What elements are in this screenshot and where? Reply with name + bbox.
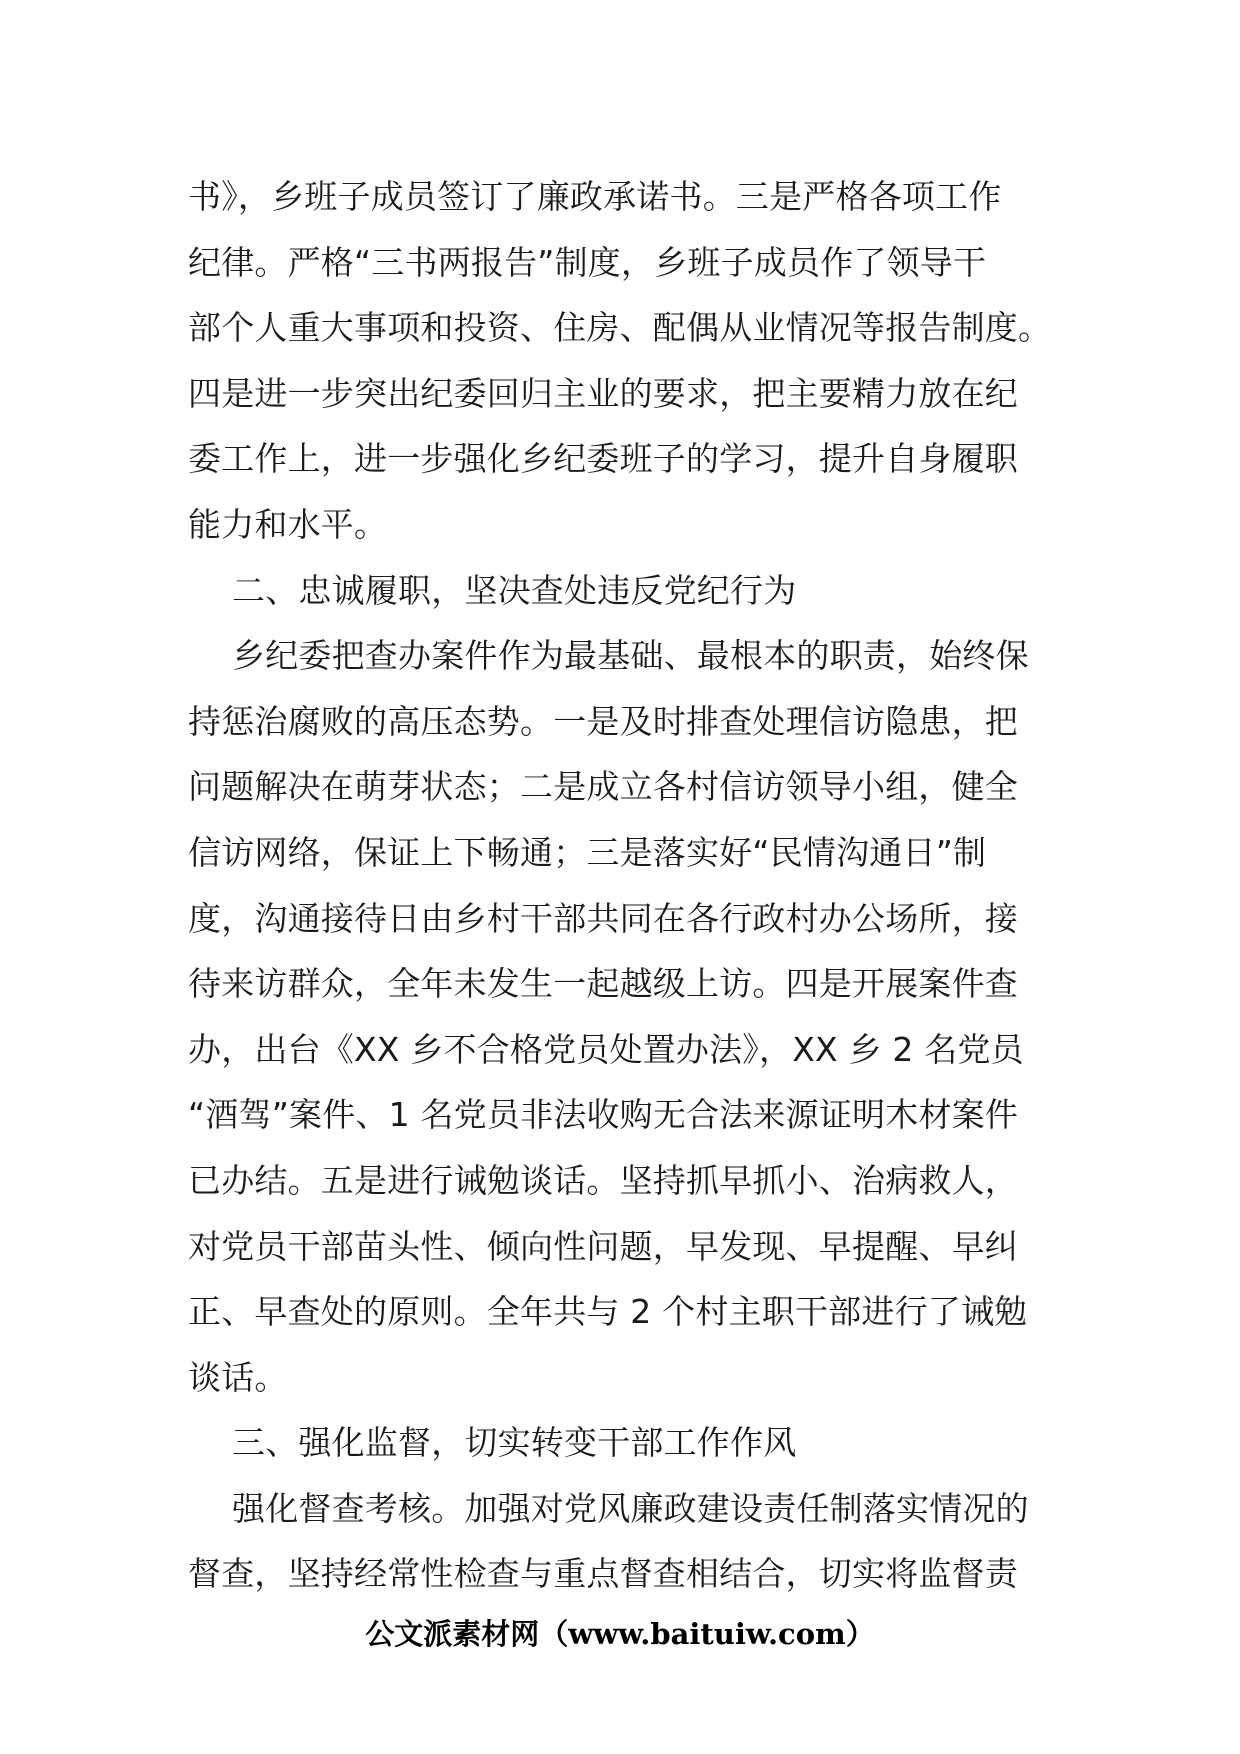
text-line: 已办结。五是进行诫勉谈话。坚持抓早抓小、治病救人，	[188, 1160, 1018, 1200]
text-line: 正、早查处的原则。全年共与 2 个村主职干部进行了诫勉	[188, 1292, 1028, 1332]
footer-watermark: 公文派素材网（www.baituiw.com）	[365, 1617, 875, 1651]
text-line: 待来访群众，全年未发生一起越级上访。四是开展案件查	[188, 964, 1018, 1004]
text-line: 信访网络，保证上下畅通；三是落实好“民情沟通日”制	[188, 832, 987, 872]
text-line: 部个人重大事项和投资、住房、配偶从业情况等报告制度。	[188, 308, 1052, 348]
text-line: 对党员干部苗头性、倾向性问题，早发现、早提醒、早纠	[188, 1226, 1018, 1266]
text-line: 持惩治腐败的高压态势。一是及时排查处理信访隐患，把	[188, 701, 1018, 741]
text-line: 度，沟通接待日由乡村干部共同在各行政村办公场所，接	[188, 898, 1018, 938]
text-line: 办，出台《XX 乡不合格党员处置办法》，XX 乡 2 名党员	[188, 1029, 1024, 1069]
text-line: 强化督查考核。加强对党风廉政建设责任制落实情况的	[232, 1488, 1029, 1528]
document-body	[188, 164, 1068, 1607]
text-line: 三、强化监督，切实转变干部工作作风	[232, 1423, 797, 1463]
text-line: 书》，乡班子成员签订了廉政承诺书。三是严格各项工作	[188, 177, 1002, 216]
text-line: 谈话。	[188, 1357, 288, 1397]
text-line: 二、忠诚履职，坚决查处违反党纪行为	[232, 570, 797, 610]
text-line: 督查，坚持经常性检查与重点督查相结合，切实将监督责	[188, 1554, 1018, 1594]
text-line: 四是进一步突出纪委回归主业的要求，把主要精力放在纪	[188, 373, 1018, 413]
text-line: 问题解决在萌芽状态；二是成立各村信访领导小组，健全	[188, 767, 1018, 807]
text-line: 乡纪委把查办案件作为最基础、最根本的职责，始终保	[232, 636, 1029, 676]
text-line: 能力和水平。	[188, 504, 388, 544]
text-line: 委工作上，进一步强化乡纪委班子的学习，提升自身履职	[188, 439, 1018, 479]
text-line: 纪律。严格“三书两报告”制度，乡班子成员作了领导干	[188, 242, 987, 282]
text-line: “酒驾”案件、1 名党员非法收购无合法来源证明木材案件	[188, 1095, 1019, 1135]
